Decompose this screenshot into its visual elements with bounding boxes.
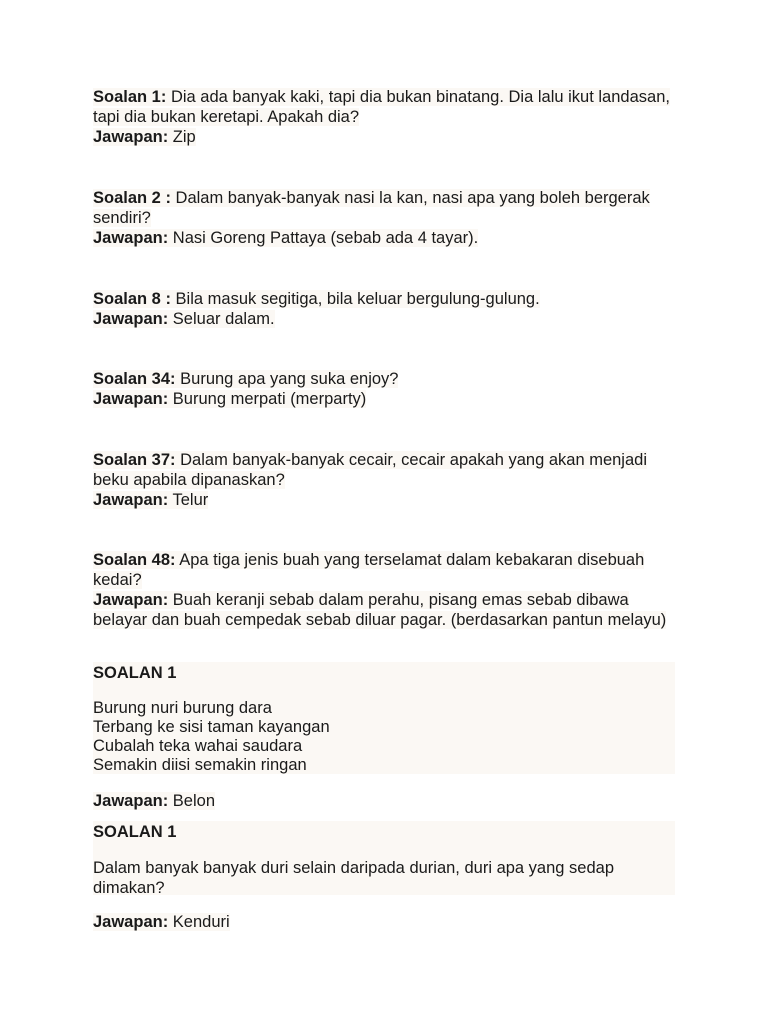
question-label: Soalan 1: bbox=[93, 88, 167, 106]
answer-label: Jawapan: bbox=[93, 310, 169, 328]
answer-text: Nasi Goreng Pattaya (sebab ada 4 tayar). bbox=[172, 229, 479, 247]
qa-item bbox=[93, 450, 675, 510]
riddle-title: SOALAN 1 bbox=[93, 664, 177, 682]
answer-label: Jawapan: bbox=[93, 128, 169, 146]
answer-line bbox=[93, 913, 230, 931]
answer-text: Belon bbox=[172, 792, 215, 810]
riddle-box bbox=[93, 662, 675, 774]
question-label: Soalan 8 : bbox=[93, 290, 171, 308]
answer-line bbox=[93, 591, 666, 629]
riddle-answer bbox=[93, 912, 675, 932]
pantun-line: Terbang ke sisi taman kayangan bbox=[93, 718, 330, 736]
answer-text: Seluar dalam. bbox=[172, 310, 275, 328]
question-label: Soalan 34: bbox=[93, 370, 176, 388]
answer-label: Jawapan: bbox=[93, 229, 169, 247]
answer-text: Burung merpati (merparty) bbox=[172, 390, 367, 408]
qa-item bbox=[93, 87, 675, 147]
question-line bbox=[93, 290, 540, 308]
question-line bbox=[93, 451, 647, 489]
answer-label: Jawapan: bbox=[93, 913, 169, 931]
answer-label: Jawapan: bbox=[93, 591, 169, 609]
qa-item bbox=[93, 289, 675, 329]
answer-line bbox=[93, 128, 196, 146]
qa-item bbox=[93, 550, 675, 630]
question-text: Apa tiga jenis buah yang terselamat dalam kebakaran disebuah kedai? bbox=[93, 551, 645, 589]
question-label: Soalan 2 : bbox=[93, 189, 171, 207]
answer-line bbox=[93, 390, 366, 408]
answer-text: Buah keranji sebab dalam perahu, pisang emas sebab dibawa belayar dan buah cempedak sebab diluar pagar. (berdasarkan pantun melayu) bbox=[93, 591, 667, 629]
qa-item bbox=[93, 369, 675, 409]
pantun-line: Burung nuri burung dara bbox=[93, 699, 272, 717]
question-line bbox=[93, 370, 398, 388]
answer-label: Jawapan: bbox=[93, 491, 169, 509]
riddle-answer bbox=[93, 791, 675, 811]
question-line bbox=[93, 88, 670, 126]
riddle-box bbox=[93, 821, 675, 895]
answer-text: Zip bbox=[172, 128, 196, 146]
answer-text: Kenduri bbox=[172, 913, 230, 931]
question-text: Dia ada banyak kaki, tapi dia bukan binatang. Dia lalu ikut landasan, tapi dia bukan keretapi. Apakah dia? bbox=[93, 88, 670, 126]
pantun-verse bbox=[93, 699, 675, 775]
answer-line bbox=[93, 310, 275, 328]
question-text: Dalam banyak-banyak nasi la kan, nasi apa yang boleh bergerak sendiri? bbox=[93, 189, 650, 227]
pantun-line: Cubalah teka wahai saudara bbox=[93, 737, 303, 755]
pantun-line: Semakin diisi semakin ringan bbox=[93, 756, 307, 774]
riddle-question: Dalam banyak banyak duri selain daripada durian, duri apa yang sedap dimakan? bbox=[93, 859, 615, 897]
question-text: Dalam banyak-banyak cecair, cecair apakah yang akan menjadi beku apabila dipanaskan? bbox=[93, 451, 647, 489]
answer-line bbox=[93, 229, 478, 247]
riddle-title: SOALAN 1 bbox=[93, 823, 177, 841]
question-text: Bila masuk segitiga, bila keluar bergulung-gulung. bbox=[175, 290, 540, 308]
qa-item bbox=[93, 188, 675, 248]
answer-label: Jawapan: bbox=[93, 792, 169, 810]
question-label: Soalan 37: bbox=[93, 451, 176, 469]
answer-label: Jawapan: bbox=[93, 390, 169, 408]
question-line bbox=[93, 189, 650, 227]
question-line bbox=[93, 551, 644, 589]
answer-line bbox=[93, 792, 215, 810]
question-label: Soalan 48: bbox=[93, 551, 176, 569]
question-text: Burung apa yang suka enjoy? bbox=[180, 370, 399, 388]
answer-line bbox=[93, 491, 208, 509]
answer-text: Telur bbox=[172, 491, 209, 509]
